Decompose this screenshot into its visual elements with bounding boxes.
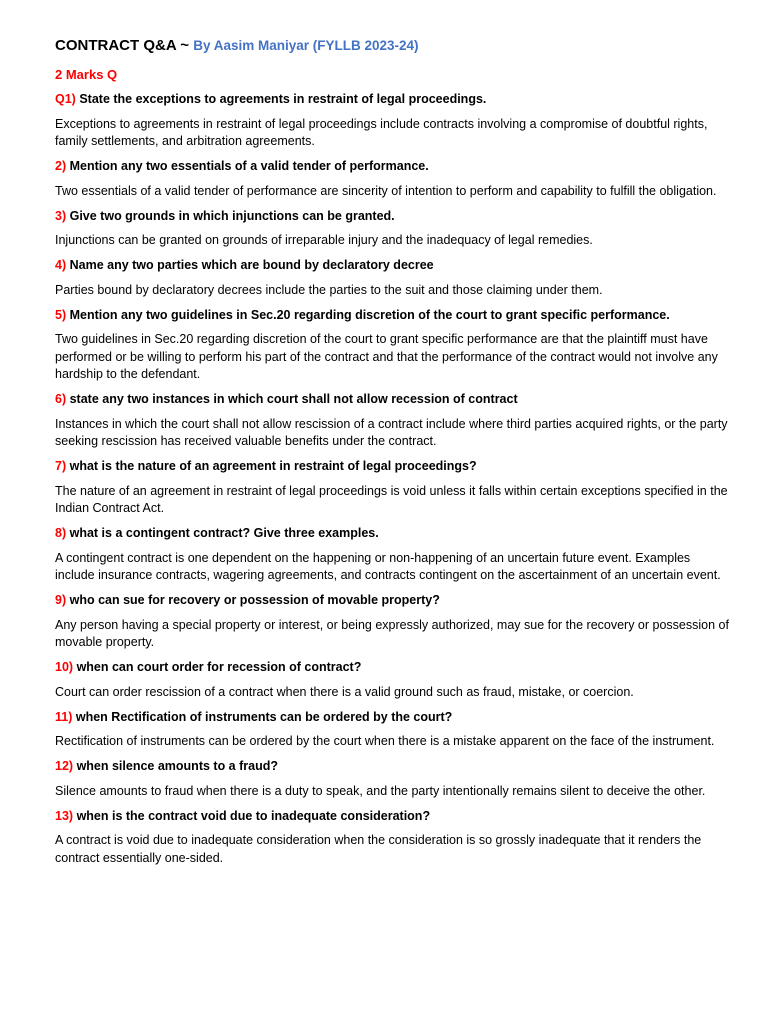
qa-item <box>55 391 732 451</box>
qa-item <box>55 91 732 151</box>
question-text: when is the contract void due to inadequate consideration? <box>76 808 431 823</box>
qa-item <box>55 257 732 299</box>
question <box>55 257 732 275</box>
question-text: Give two grounds in which injunctions can be granted. <box>69 208 395 223</box>
document-title: CONTRACT Q&A ~ <box>55 37 190 54</box>
answer-text: Any person having a special property or interest, or being expressly authorized, may sue for the recovery or possession of movable property. <box>55 617 729 649</box>
question-number: 4) <box>55 258 67 272</box>
question-number: 3) <box>55 208 67 223</box>
qa-item <box>55 808 732 868</box>
answer-text: Injunctions can be granted on grounds of irreparable injury and the inadequacy of legal remedies. <box>55 233 593 247</box>
qa-list <box>55 91 732 867</box>
question-text: state any two instances in which court shall not allow recession of contract <box>69 392 518 406</box>
question <box>55 709 732 727</box>
question-text: Mention any two guidelines in Sec.20 regarding discretion of the court to grant specific performance. <box>69 307 670 322</box>
question-text: when Rectification of instruments can be ordered by the court? <box>75 709 453 724</box>
question-number: 2) <box>55 159 67 173</box>
question-number: 12) <box>55 759 74 773</box>
question-number: 13) <box>55 808 74 823</box>
question-text: Mention any two essentials of a valid tender of performance. <box>69 159 429 173</box>
question <box>55 758 732 776</box>
answer-text: A contract is void due to inadequate consideration when the consideration is so grossly inadequate that it renders the contract essentially one-sided. <box>55 833 702 865</box>
question <box>55 659 732 677</box>
section-label: 2 Marks Q <box>55 67 118 82</box>
question-number: 7) <box>55 459 67 473</box>
question <box>55 91 732 109</box>
answer-text: Silence amounts to fraud when there is a duty to speak, and the party intentionally remains silent to deceive the other. <box>55 783 706 798</box>
qa-item <box>55 158 732 200</box>
question-number: 9) <box>55 593 67 607</box>
answer-text: Court can order rescission of a contract when there is a valid ground such as fraud, mistake, or coercion. <box>55 684 634 699</box>
question-number: 6) <box>55 392 67 406</box>
question <box>55 307 732 325</box>
question-text: what is the nature of an agreement in restraint of legal proceedings? <box>69 459 477 473</box>
qa-item <box>55 709 732 751</box>
question <box>55 525 732 543</box>
question-text: Name any two parties which are bound by declaratory decree <box>69 258 434 272</box>
question <box>55 158 732 176</box>
question <box>55 208 732 226</box>
qa-item <box>55 458 732 518</box>
author-credit: By Aasim Maniyar (FYLLB 2023-24) <box>193 38 419 53</box>
qa-item <box>55 307 732 384</box>
question <box>55 808 732 826</box>
question-text: what is a contingent contract? Give three examples. <box>69 526 379 540</box>
question <box>55 592 732 610</box>
qa-item <box>55 592 732 652</box>
question-number: Q1) <box>55 92 76 106</box>
question <box>55 391 732 409</box>
answer-text: The nature of an agreement in restraint of legal proceedings is void unless it falls within certain exceptions specified in the Indian Contract Act. <box>55 483 728 515</box>
question-text: State the exceptions to agreements in restraint of legal proceedings. <box>79 92 487 106</box>
document-header <box>55 36 732 56</box>
question-text: when silence amounts to a fraud? <box>76 759 278 773</box>
question-text: who can sue for recovery or possession of movable property? <box>69 593 440 607</box>
question-number: 10) <box>55 660 74 674</box>
qa-item <box>55 208 732 250</box>
answer-text: Exceptions to agreements in restraint of legal proceedings include contracts involving a compromise of doubtful rights, family settlements, and arbitration agreements. <box>55 116 708 148</box>
answer-text: Two essentials of a valid tender of performance are sincerity of intention to perform and capability to fulfill the obligation. <box>55 183 717 198</box>
answer-text: Rectification of instruments can be ordered by the court when there is a mistake apparent on the face of the instrument. <box>55 734 715 748</box>
question-number: 11) <box>55 709 73 724</box>
qa-item <box>55 758 732 800</box>
qa-item <box>55 659 732 701</box>
question <box>55 458 732 476</box>
answer-text: Parties bound by declaratory decrees include the parties to the suit and those claiming under them. <box>55 282 603 297</box>
question-number: 5) <box>55 307 67 322</box>
qa-item <box>55 525 732 585</box>
question-text: when can court order for recession of contract? <box>76 660 362 674</box>
question-number: 8) <box>55 526 67 540</box>
answer-text: Two guidelines in Sec.20 regarding discretion of the court to grant specific performance are that the plaintiff must have performed or be willing to perform his part of the contract and that the performance of the contract would not involve any hardship to the defendant. <box>55 332 718 381</box>
answer-text: Instances in which the court shall not allow rescission of a contract include where third parties acquired rights, or the party seeking rescission has received valuable benefits under the contract. <box>55 416 728 448</box>
answer-text: A contingent contract is one dependent on the happening or non-happening of an uncertain future event. Examples include insurance contracts, wagering agreements, and contracts contingent on the ascertainment of an uncertain event. <box>55 550 721 582</box>
